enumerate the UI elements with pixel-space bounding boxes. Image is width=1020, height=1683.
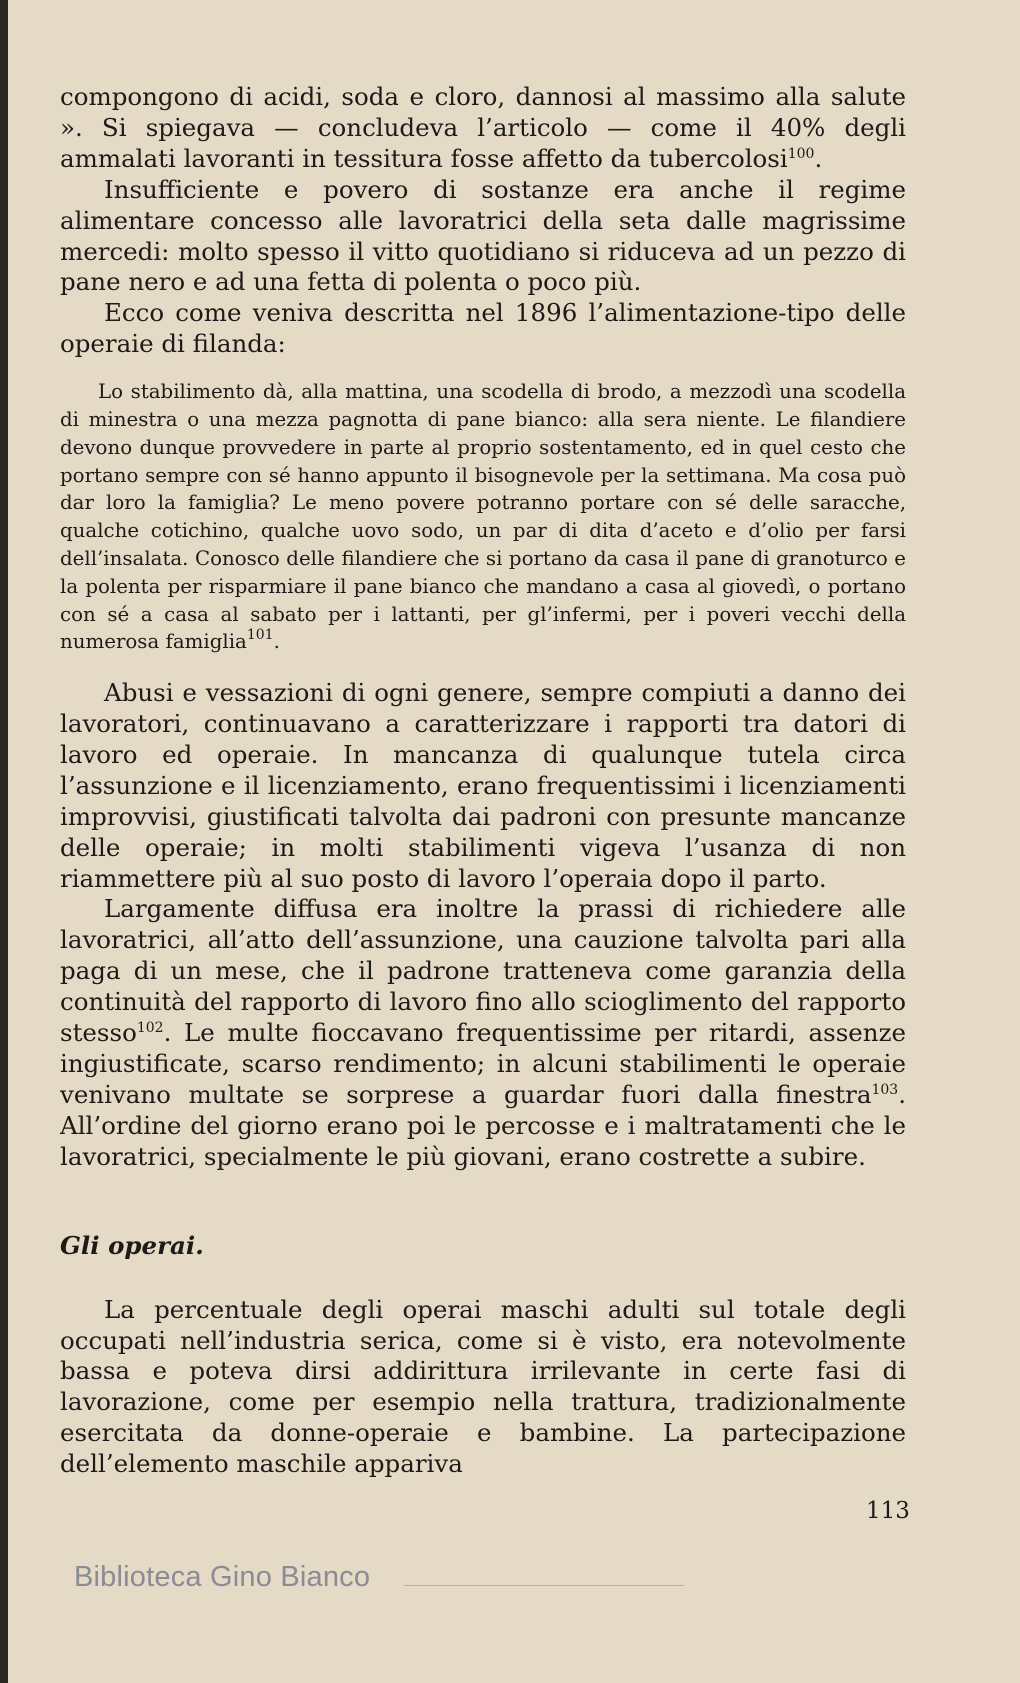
footnote-ref-102: 102 xyxy=(136,1020,164,1037)
paragraph-deposit xyxy=(60,894,906,1172)
block-quote xyxy=(60,378,906,656)
paragraph-text-end: . xyxy=(814,143,823,173)
block-quote-text: Lo stabilimento dà, alla mattina, una scodella di brodo, a mezzodì una scodella di minestra o una mezza pagnotta di pane bianco: alla sera niente. Le filandiere devono dunque provvedere in parte al proprio sostentamento, ed in quel cesto che portano sempre con sé hanno appunto il bisognevole per la settimana. Ma cosa può dar loro la famiglia? Le meno povere potranno portare con sé delle saracche, qualche cotichino, qualche uovo sodo, un par di dita d’aceto e d’olio per farsi dell’insalata. Conosco delle filandiere che si portano da casa il pane di granoturco e la polenta per risparmiare il pane bianco che mandano a casa al giovedì, o portano con sé a casa al sabato per i lattanti, per gl’infermi, per i poveri vecchi della numerosa famiglia xyxy=(60,380,906,654)
footnote-ref-103: 103 xyxy=(871,1081,899,1098)
book-page xyxy=(8,0,1020,1683)
paragraph-text: . Le multe fioccavano frequentissime per ritardi, assenze ingiustificate, scarso rendimento; in alcuni stabilimenti le operaie venivano multate se sorprese a guardar fuori dalla finestra xyxy=(60,1018,906,1109)
page-number: 113 xyxy=(866,1498,910,1524)
paragraph-abuses: Abusi e vessazioni di ogni genere, sempre compiuti a danno dei lavoratori, continuavano a caratterizzare i rapporti tra datori di lavoro ed operaie. In mancanza di qualunque tutela circa l’assunzione e il licenziamento, erano frequentissimi i licenziamenti improvvisi, giustificati talvolta dai padroni con presunte mancanze delle operaie; in molti stabilimenti vigeva l’usanza di non riammettere più al suo posto di lavoro l’operaia dopo il parto. xyxy=(60,678,906,893)
library-watermark: Biblioteca Gino Bianco xyxy=(74,1561,371,1593)
section-heading: Gli operai. xyxy=(60,1230,204,1260)
paragraph-continuation xyxy=(60,82,906,175)
paragraph-intro-quote: Ecco come veniva descritta nel 1896 l’alimentazione-tipo delle operaie di filanda: xyxy=(60,298,906,359)
watermark-rule xyxy=(404,1585,684,1586)
paragraph-male-workers: La percentuale degli operai maschi adulti sul totale degli occupati nell’industria serica, come si è visto, era notevolmente bassa e poteva dirsi addirittura irrilevante in certe fasi di lavorazione, come per esempio nella trattura, tradizionalmente esercitata da donne-operaie e bambine. La partecipazione dell’elemento maschile appariva xyxy=(60,1294,906,1479)
paragraph-diet: Insufficiente e povero di sostanze era anche il regime alimentare concesso alle lavoratrici della seta dalle magrissime mercedi: molto spesso il vitto quotidiano si riduceva ad un pezzo di pane nero e ad una fetta di polenta o poco più. xyxy=(60,174,906,297)
footnote-ref-100: 100 xyxy=(787,145,815,162)
paragraph-text: compongono di acidi, soda e cloro, dannosi al massimo alla salute ». Si spiegava — concludeva l’articolo — come il 40% degli ammalati lavoranti in tessitura fosse affetto da tubercolosi xyxy=(60,82,906,173)
paragraph-text: . All’ordine del giorno erano poi le percosse e i maltratamenti che le lavoratrici, specialmente le più giovani, erano costrette a subire. xyxy=(60,1079,906,1171)
footnote-ref-101: 101 xyxy=(246,627,274,644)
paragraph-text: Largamente diffusa era inoltre la prassi di richiedere alle lavoratrici, all’atto dell’assunzione, una cauzione talvolta pari alla paga di un mese, che il padrone tratteneva come garanzia della continuità del rapporto di lavoro fino allo scioglimento del rapporto stesso xyxy=(60,894,906,1048)
block-quote-end: . xyxy=(273,630,280,654)
page-text-block xyxy=(60,82,906,1480)
